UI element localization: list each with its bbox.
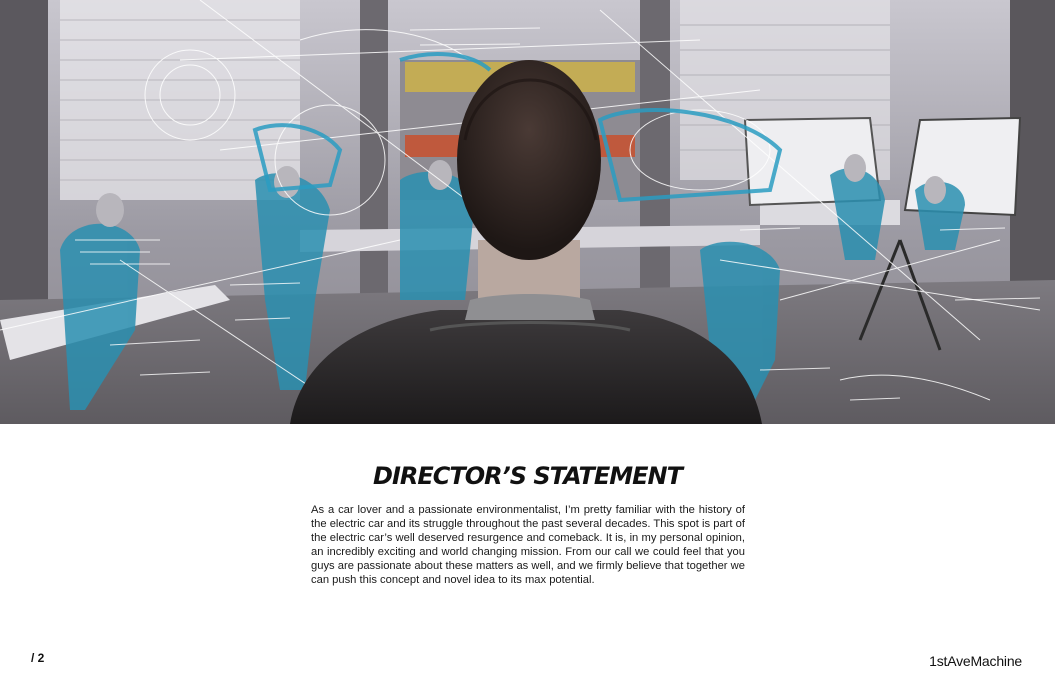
page-title: DIRECTOR’S STATEMENT: [373, 462, 682, 490]
statement-body: As a car lover and a passionate environmentalist, I’m pretty familiar with the history of the electric car and its struggle throughout the past several decades. This spot is part of the electric car’s well deserved resurgence and comeback. It is, in my personal opinion, an incredibly exciting and world changing mission. From our call we could feel that you guys are passionate about these matters as well, and we firmly believe that together we can push this concept and novel idea to its max potential.: [311, 504, 745, 586]
brand-wordmark: 1stAveMachine: [929, 653, 1022, 669]
page-number: / 2: [31, 651, 45, 665]
